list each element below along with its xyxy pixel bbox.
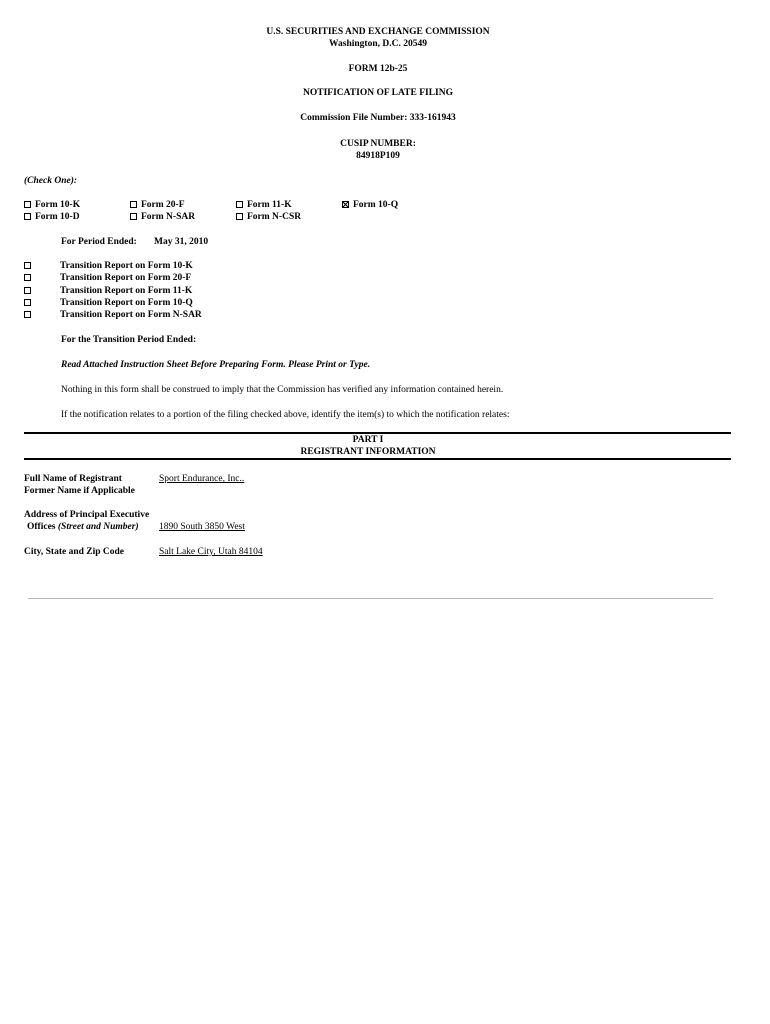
transition-period-label: For the Transition Period Ended: [61,335,197,345]
address-label: Address of Principal Executive [24,510,150,520]
option-label: Form N-CSR [247,212,302,222]
option-form-20f[interactable] [130,199,185,211]
agency-name: U.S. SECURITIES AND EXCHANGE COMMISSION [266,27,490,37]
option-label: Form 10-K [35,200,81,210]
checkbox-icon[interactable] [24,262,31,269]
option-form-ncsr[interactable] [236,211,301,223]
form-number: FORM 12b-25 [348,64,408,74]
commission-file-number: Commission File Number: 333-161943 [300,113,456,123]
checkbox-icon[interactable] [236,213,243,220]
period-ended-value: May 31, 2010 [154,237,209,247]
checked-checkbox-icon[interactable] [342,201,349,208]
full-name-value: Sport Endurance, Inc.. [159,474,245,484]
cusip-label: CUSIP NUMBER: [340,139,416,149]
transition-report-10k: Transition Report on Form 10-K [60,261,193,271]
checkbox-icon[interactable] [24,213,31,220]
form-title: NOTIFICATION OF LATE FILING [303,88,453,98]
checkbox-icon[interactable] [24,299,31,306]
check-one-label: (Check One): [24,176,78,186]
option-label: Form 11-K [247,200,292,210]
checkbox-icon[interactable] [130,213,137,220]
agency-location: Washington, D.C. 20549 [329,39,427,49]
checkbox-icon[interactable] [130,201,137,208]
period-ended-label: For Period Ended: [61,237,137,247]
full-name-label: Full Name of Registrant [24,474,122,484]
option-label: Form N-SAR [141,212,196,222]
instructions-text: Read Attached Instruction Sheet Before Preparing Form. Please Print or Type. [61,360,371,370]
transition-report-nsar: Transition Report on Form N-SAR [60,310,202,320]
part-title: REGISTRANT INFORMATION [300,447,436,457]
option-form-10k[interactable] [24,199,80,211]
street-number-label: (Street and Number) [57,522,139,532]
disclaimer-text: Nothing in this form shall be construed to imply that the Commission has verified any information contained herein. [61,385,504,395]
option-form-10d[interactable] [24,211,80,223]
page-divider [28,598,713,599]
offices-label: Offices [27,522,58,532]
option-form-11k[interactable] [236,199,292,211]
option-label: Form 10-D [35,212,80,222]
transition-report-11k: Transition Report on Form 11-K [60,286,193,296]
checkbox-icon[interactable] [236,201,243,208]
city-value: Salt Lake City, Utah 84104 [159,547,263,557]
transition-report-20f: Transition Report on Form 20-F [60,273,192,283]
checkbox-icon[interactable] [24,311,31,318]
option-label: Form 20-F [141,200,185,210]
checkbox-icon[interactable] [24,201,31,208]
checkbox-icon[interactable] [24,287,31,294]
address-value: 1890 South 3850 West [159,522,245,532]
part-number: PART I [352,435,384,445]
cusip-value: 84918P109 [356,151,400,161]
checkbox-icon[interactable] [24,274,31,281]
option-label: Form 10-Q [353,200,399,210]
city-label: City, State and Zip Code [24,547,125,557]
transition-report-10q: Transition Report on Form 10-Q [60,298,193,308]
option-form-nsar[interactable] [130,211,195,223]
former-name-label: Former Name if Applicable [24,486,135,496]
notice-text: If the notification relates to a portion of the filing checked above, identify the item(s) to which the notification relates: [61,410,510,420]
part-bottom-rule [24,458,731,460]
option-form-10q[interactable] [342,199,398,211]
address-label-line-2 [27,521,139,533]
